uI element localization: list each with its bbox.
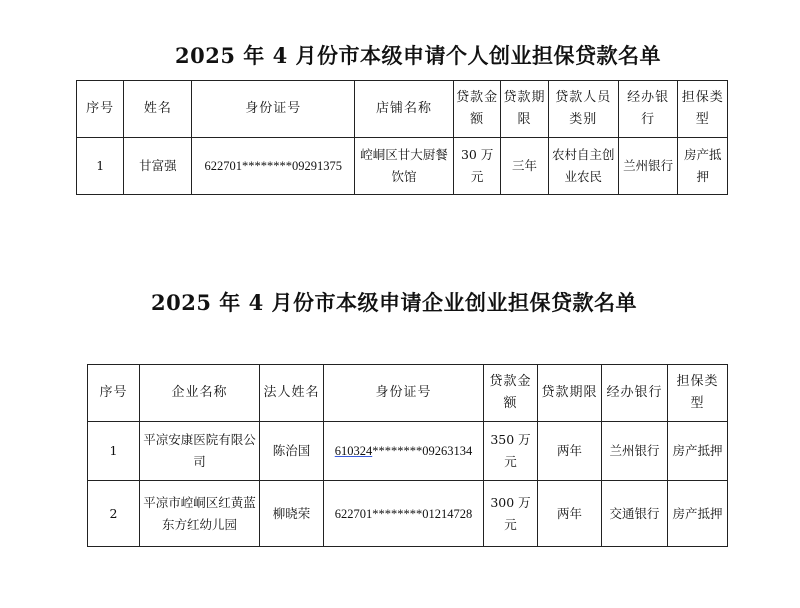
enterprise-loan-table — [87, 364, 728, 547]
cell-borrower-category: 农村自主创业农民 — [548, 138, 618, 195]
cell-bank: 兰州银行 — [602, 422, 668, 481]
cell-id-number: 622701********01214728 — [324, 481, 484, 547]
cell-id-number — [324, 422, 484, 481]
header-name: 姓名 — [124, 81, 192, 138]
header-id-number: 身份证号 — [192, 81, 355, 138]
id-number-masked-rest: ********09263134 — [372, 444, 473, 458]
cell-loan-amount: 30 万元 — [453, 138, 500, 195]
header-bank: 经办银行 — [618, 81, 678, 138]
table-row — [88, 422, 728, 481]
cell-legal-representative: 陈治国 — [260, 422, 324, 481]
header-borrower-category: 贷款人员类别 — [548, 81, 618, 138]
header-seq: 序号 — [88, 365, 140, 422]
table-header-row — [77, 81, 728, 138]
cell-id-number: 622701********09291375 — [192, 138, 355, 195]
cell-shop-name: 崆峒区甘大厨餐饮馆 — [355, 138, 454, 195]
cell-guarantee-type: 房产抵押 — [668, 481, 728, 547]
header-seq: 序号 — [77, 81, 124, 138]
cell-loan-amount: 350 万元 — [484, 422, 538, 481]
header-guarantee-type: 担保类型 — [678, 81, 728, 138]
personal-loan-table — [76, 80, 728, 195]
id-number-prefix-link[interactable]: 610324 — [334, 444, 373, 458]
header-loan-term: 贷款期限 — [538, 365, 602, 422]
header-loan-term: 贷款期限 — [501, 81, 548, 138]
personal-loan-list-title: 2025 年 4 月份市本级申请个人创业担保贷款名单 — [175, 43, 661, 68]
cell-name: 甘富强 — [124, 138, 192, 195]
cell-guarantee-type: 房产抵押 — [678, 138, 728, 195]
header-loan-amount: 贷款金额 — [453, 81, 500, 138]
cell-loan-amount: 300 万元 — [484, 481, 538, 547]
cell-company-name: 平凉安康医院有限公司 — [140, 422, 260, 481]
cell-bank: 兰州银行 — [618, 138, 678, 195]
cell-loan-term: 两年 — [538, 481, 602, 547]
cell-seq: 1 — [77, 138, 124, 195]
table-header-row — [88, 365, 728, 422]
cell-loan-term: 两年 — [538, 422, 602, 481]
cell-loan-term: 三年 — [501, 138, 548, 195]
cell-bank: 交通银行 — [602, 481, 668, 547]
table-row — [77, 138, 728, 195]
table-row — [88, 481, 728, 547]
enterprise-loan-list-title: 2025 年 4 月份市本级申请企业创业担保贷款名单 — [151, 290, 637, 315]
cell-seq: 1 — [88, 422, 140, 481]
header-bank: 经办银行 — [602, 365, 668, 422]
cell-legal-representative: 柳晓荣 — [260, 481, 324, 547]
cell-company-name: 平凉市崆峒区红黄蓝东方红幼儿园 — [140, 481, 260, 547]
header-guarantee-type: 担保类型 — [668, 365, 728, 422]
header-shop-name: 店铺名称 — [355, 81, 454, 138]
cell-guarantee-type: 房产抵押 — [668, 422, 728, 481]
header-legal-representative: 法人姓名 — [260, 365, 324, 422]
header-loan-amount: 贷款金额 — [484, 365, 538, 422]
header-id-number: 身份证号 — [324, 365, 484, 422]
cell-seq: 2 — [88, 481, 140, 547]
header-company-name: 企业名称 — [140, 365, 260, 422]
